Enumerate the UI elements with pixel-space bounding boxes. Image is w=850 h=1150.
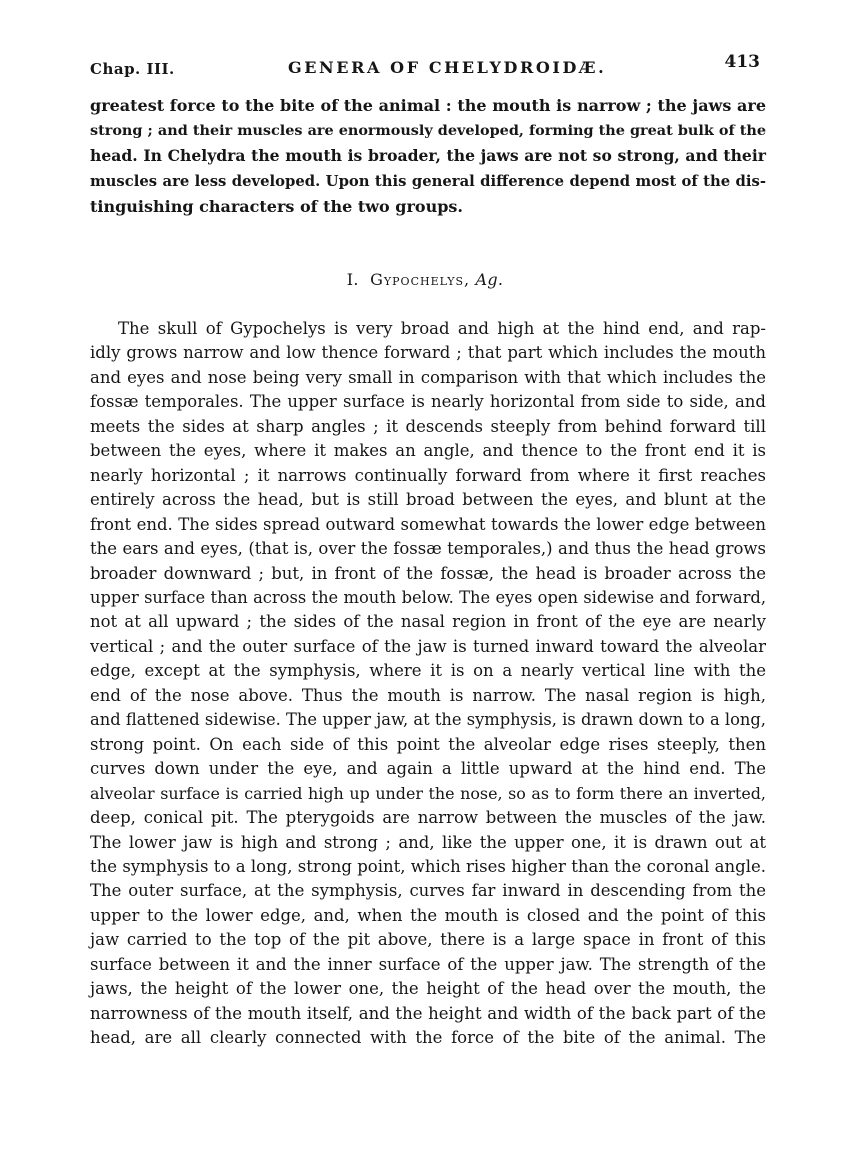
text-line: upper surface than across the mouth below. The eyes open sidewise and forward, (90, 587, 766, 607)
text-line: deep, conical pit. The pterygoids are narrow between the muscles of the jaw. (90, 808, 766, 828)
text-line: meets the sides at sharp angles ; it descends steeply from behind forward till (90, 416, 766, 436)
text-line: strong point. On each side of this point the alveolar edge rises steeply, then (90, 734, 766, 754)
paragraph-skull-description (90, 317, 766, 1051)
text-line: edge, except at the symphysis, where it is on a nearly vertical line with the (90, 661, 766, 681)
section-heading (0, 270, 850, 289)
text-line: greatest force to the bite of the animal : the mouth is narrow ; the jaws are (90, 96, 766, 115)
text-line: jaw carried to the top of the pit above, there is a large space in front of this (90, 930, 766, 950)
text-line: The outer surface, at the symphysis, curves far inward in descending from the (90, 881, 766, 901)
text-line: head, are all clearly connected with the force of the bite of the animal. The (90, 1028, 766, 1048)
text-line: muscles are less developed. Upon this general difference depend most of the dis- (90, 172, 766, 190)
genus-name: Gypochelys, (370, 270, 471, 289)
text-line: fossæ temporales. The upper surface is nearly horizontal from side to side, and (90, 392, 766, 412)
text-line: curves down under the eye, and again a little upward at the hind end. The (90, 759, 766, 779)
text-line: narrowness of the mouth itself, and the height and width of the back part of the (90, 1003, 766, 1023)
text-line: upper to the lower edge, and, when the mouth is closed and the point of this (90, 905, 766, 925)
page-number: 413 (724, 52, 760, 72)
running-title: GENERA OF CHELYDROIDÆ. (288, 58, 607, 77)
text-line: front end. The sides spread outward somewhat towards the lower edge between (90, 514, 766, 534)
text-line: end of the nose above. Thus the mouth is narrow. The nasal region is high, (90, 685, 766, 705)
text-line: idly grows narrow and low thence forward ; that part which includes the mouth (90, 343, 766, 363)
text-line: vertical ; and the outer surface of the jaw is turned inward toward the alveolar (90, 636, 766, 656)
author-abbrev: Ag. (475, 270, 504, 289)
chapter-label: Chap. III. (90, 60, 175, 78)
text-line: head. In Chelydra the mouth is broader, the jaws are not so strong, and their (90, 146, 766, 166)
text-line: the ears and eyes, (that is, over the fossæ temporales,) and thus the head grows (90, 539, 766, 559)
text-line: strong ; and their muscles are enormously developed, forming the great bulk of the (90, 122, 766, 140)
text-line: The skull of Gypochelys is very broad and high at the hind end, and rap- (118, 319, 766, 338)
section-number: I. (346, 270, 359, 289)
text-line: jaws, the height of the lower one, the height of the head over the mouth, the (90, 979, 766, 999)
text-line: The lower jaw is high and strong ; and, like the upper one, it is drawn out at (90, 832, 766, 852)
text-line: entirely across the head, but is still broad between the eyes, and blunt at the (90, 490, 766, 510)
text-line: broader downward ; but, in front of the fossæ, the head is broader across the (90, 563, 766, 583)
text-line: and flattened sidewise. The upper jaw, at the symphysis, is drawn down to a long, (90, 710, 766, 730)
running-head (90, 52, 766, 82)
text-line: alveolar surface is carried high up under the nose, so as to form there an inverted, (90, 783, 766, 803)
paragraph-continuation (90, 93, 766, 219)
text-line: tinguishing characters of the two groups. (90, 196, 463, 216)
text-line: nearly horizontal ; it narrows continually forward from where it first reaches (90, 465, 766, 485)
text-line: surface between it and the inner surface of the upper jaw. The strength of the (90, 954, 766, 974)
text-line: not at all upward ; the sides of the nasal region in front of the eye are nearly (90, 612, 766, 632)
text-line: the symphysis to a long, strong point, which rises higher than the coronal angle. (90, 856, 766, 876)
text-line: between the eyes, where it makes an angle, and thence to the front end it is (90, 441, 766, 461)
text-line: and eyes and nose being very small in comparison with that which includes the (90, 367, 766, 387)
